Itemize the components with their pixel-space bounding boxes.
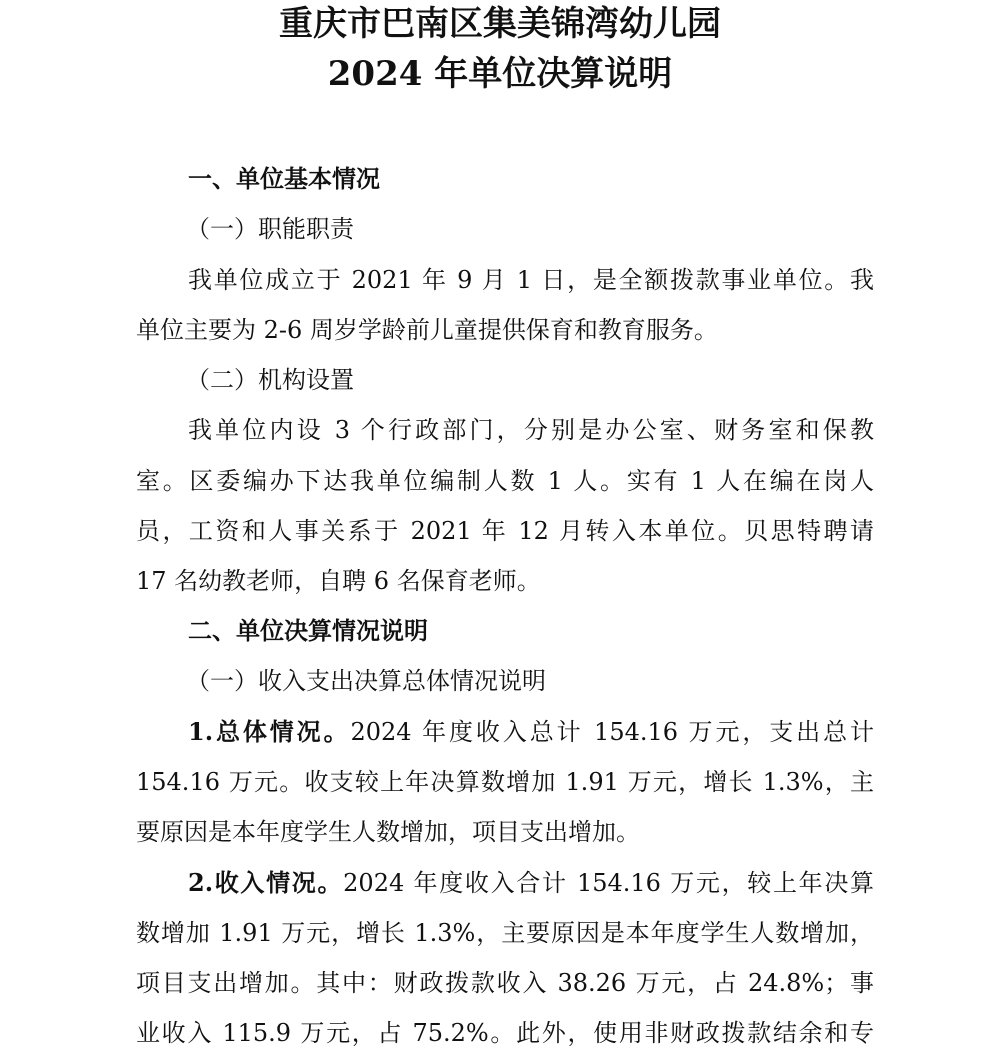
- item1-lead: 1.总体情况。: [188, 717, 351, 746]
- item2-line2: 数增加 1.91 万元，增长 1.3%，主要原因是本年度学生人数增加，: [136, 919, 874, 947]
- item2-line4: 业收入 115.9 万元，占 75.2%。此外，使用非财政拨款结余和专: [136, 1019, 874, 1047]
- p1-line1: 我单位成立于 2021 年 9 月 1 日，是全额拨款事业单位。我: [188, 266, 874, 294]
- item1-line1-text: 2024 年度收入总计 154.16 万元，支出总计: [350, 718, 874, 746]
- p2-line4: 17 名幼教老师，自聘 6 名保育老师。: [136, 567, 541, 595]
- section2-heading: 二、单位决算情况说明: [188, 616, 428, 645]
- p1-line2: 单位主要为 2-6 周岁学龄前儿童提供保育和教育服务。: [136, 316, 718, 344]
- section1-sub2-heading: （二）机构设置: [186, 366, 354, 394]
- item2-line3: 项目支出增加。其中：财政拨款收入 38.26 万元，占 24.8%；事: [136, 969, 874, 997]
- item2-line1-text: 2024 年度收入合计 154.16 万元，较上年决算: [343, 869, 874, 897]
- p2-line2: 室。区委编办下达我单位编制人数 1 人。实有 1 人在编在岗人: [136, 467, 874, 495]
- item1-line3: 要原因是本年度学生人数增加，项目支出增加。: [136, 818, 640, 846]
- document-subtitle: 2024 年单位决算说明: [327, 54, 673, 94]
- p2-line3: 员，工资和人事关系于 2021 年 12 月转入本单位。贝思特聘请: [136, 517, 874, 545]
- item2-lead: 2.收入情况。: [188, 868, 344, 897]
- item1-line2: 154.16 万元。收支较上年决算数增加 1.91 万元，增长 1.3%，主: [136, 768, 874, 796]
- item2-line1: [188, 867, 874, 899]
- section2-sub1-heading: （一）收入支出决算总体情况说明: [186, 667, 546, 695]
- p2-line1: 我单位内设 3 个行政部门，分别是办公室、财务室和保教: [188, 416, 874, 444]
- item1-line1: [188, 716, 874, 748]
- document-title: 重庆市巴南区集美锦湾幼儿园: [279, 4, 721, 44]
- section1-heading: 一、单位基本情况: [188, 164, 380, 193]
- section1-sub1-heading: （一）职能职责: [186, 215, 354, 243]
